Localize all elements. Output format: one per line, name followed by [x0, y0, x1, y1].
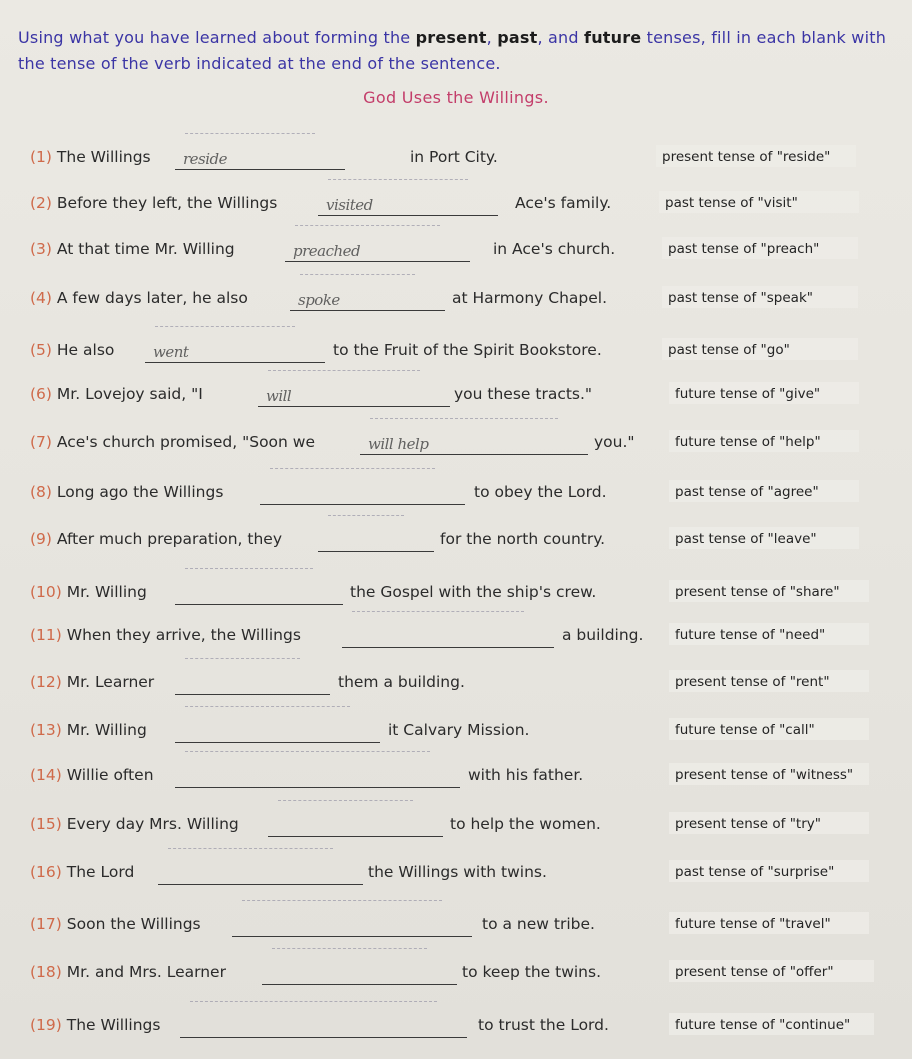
sentence-before-blank: Soon the Willings [66, 915, 201, 933]
tense-hint: past tense of "agree" [675, 484, 819, 500]
exercise-item [0, 430, 912, 460]
exercise-item [0, 145, 912, 175]
sentence-before-blank: A few days later, he also [56, 289, 248, 307]
answer-blank[interactable] [260, 480, 465, 505]
bleed-through-line [278, 800, 413, 801]
exercise-item [0, 382, 912, 412]
exercise-item [0, 860, 912, 890]
sentence-after-blank: with his father. [468, 766, 584, 784]
handwritten-answer: preached [293, 242, 361, 260]
answer-blank[interactable] [342, 623, 554, 648]
sentence-before-blank: Mr. Willing [66, 721, 147, 739]
sentence-before-blank: After much preparation, they [56, 530, 283, 548]
answer-blank[interactable] [158, 860, 363, 885]
answer-blank[interactable] [290, 286, 445, 311]
handwritten-answer: visited [326, 196, 373, 214]
exercise-item [0, 480, 912, 510]
bleed-through-line [185, 658, 300, 659]
sentence-before-blank: Mr. Learner [66, 673, 155, 691]
bleed-through-line [295, 225, 440, 226]
sentence-after-blank: the Willings with twins. [368, 863, 547, 881]
sentence-before-blank: The Lord [66, 863, 135, 881]
sentence-start [30, 718, 147, 742]
exercise-item [0, 670, 912, 700]
tense-hint: present tense of "rent" [675, 674, 830, 690]
sentence-after-blank: to obey the Lord. [474, 483, 607, 501]
answer-blank[interactable] [232, 912, 472, 937]
answer-blank[interactable] [285, 237, 470, 262]
item-number: (18) [30, 963, 62, 981]
bleed-through-line [300, 274, 415, 275]
bleed-through-line [155, 326, 295, 327]
sentence-after-blank: you these tracts." [454, 385, 593, 403]
answer-blank[interactable] [145, 338, 325, 363]
sentence-after-blank: in Ace's church. [493, 240, 616, 258]
item-number: (6) [30, 385, 52, 403]
tense-hint: future tense of "continue" [675, 1017, 851, 1033]
sentence-after-blank: it Calvary Mission. [388, 721, 530, 739]
item-number: (1) [30, 148, 52, 166]
sentence-before-blank: Willie often [66, 766, 154, 784]
exercise-item [0, 191, 912, 221]
item-number: (14) [30, 766, 62, 784]
sentence-start [30, 145, 151, 169]
instructions-text-1: Using what you have learned about forming the [18, 28, 416, 47]
sentence-after-blank: Ace's family. [515, 194, 612, 212]
sentence-start [30, 430, 315, 454]
tense-hint: past tense of "leave" [675, 531, 817, 547]
sentence-before-blank: Every day Mrs. Willing [66, 815, 239, 833]
bleed-through-line [328, 179, 468, 180]
bleed-through-line [270, 468, 435, 469]
bleed-through-line [272, 948, 427, 949]
item-number: (5) [30, 341, 52, 359]
sentence-after-blank: a building. [562, 626, 644, 644]
answer-blank[interactable] [175, 718, 380, 743]
bleed-through-line [168, 848, 333, 849]
answer-blank[interactable] [318, 527, 434, 552]
exercise-item [0, 580, 912, 610]
tense-hint: future tense of "travel" [675, 916, 831, 932]
story-title: God Uses the Willings. [363, 88, 549, 107]
item-number: (9) [30, 530, 52, 548]
item-number: (15) [30, 815, 62, 833]
instructions-present: present [415, 28, 487, 47]
handwritten-answer: went [153, 343, 189, 361]
answer-blank[interactable] [175, 580, 343, 605]
exercise-item [0, 912, 912, 942]
sentence-after-blank: them a building. [338, 673, 465, 691]
instructions-sep-2: , and [537, 28, 585, 47]
sentence-start [30, 1013, 160, 1037]
handwritten-answer: reside [183, 150, 228, 168]
exercise-item [0, 286, 912, 316]
answer-blank[interactable] [268, 812, 443, 837]
answer-blank[interactable] [318, 191, 498, 216]
sentence-start [30, 912, 201, 936]
exercise-item [0, 623, 912, 653]
sentence-before-blank: Before they left, the Willings [56, 194, 278, 212]
answer-blank[interactable] [360, 430, 588, 455]
sentence-after-blank: to the Fruit of the Spirit Bookstore. [333, 341, 602, 359]
sentence-before-blank: He also [56, 341, 115, 359]
bleed-through-line [328, 515, 404, 516]
tense-hint: present tense of "reside" [662, 149, 831, 165]
instructions-past: past [497, 28, 538, 47]
sentence-after-blank: to keep the twins. [462, 963, 602, 981]
sentence-after-blank: the Gospel with the ship's crew. [350, 583, 597, 601]
exercise-item [0, 1013, 912, 1043]
sentence-start [30, 580, 147, 604]
exercise-item [0, 338, 912, 368]
answer-blank[interactable] [175, 145, 345, 170]
item-number: (7) [30, 433, 52, 451]
sentence-before-blank: Mr. Lovejoy said, "I [56, 385, 203, 403]
bleed-through-line [242, 900, 442, 901]
instructions-text-2: tenses, fill in each blank with the tense of the verb indicated at the end of the sentence. [18, 28, 887, 73]
sentence-before-blank: Ace's church promised, "Soon we [56, 433, 315, 451]
bleed-through-line [190, 1001, 437, 1002]
bleed-through-line [370, 418, 558, 419]
item-number: (16) [30, 863, 62, 881]
sentence-start [30, 812, 239, 836]
sentence-start [30, 191, 277, 215]
sentence-before-blank: Long ago the Willings [56, 483, 224, 501]
item-number: (8) [30, 483, 52, 501]
sentence-before-blank: The Willings [66, 1016, 161, 1034]
sentence-after-blank: to a new tribe. [482, 915, 595, 933]
tense-hint: past tense of "speak" [668, 290, 813, 306]
answer-blank[interactable] [175, 670, 330, 695]
sentence-before-blank: Mr. and Mrs. Learner [66, 963, 226, 981]
tense-hint: present tense of "share" [675, 584, 840, 600]
item-number: (17) [30, 915, 62, 933]
exercise-item [0, 960, 912, 990]
sentence-before-blank: At that time Mr. Willing [56, 240, 235, 258]
sentence-start [30, 527, 282, 551]
handwritten-answer: will help [368, 435, 429, 453]
sentence-start [30, 763, 154, 787]
sentence-after-blank: at Harmony Chapel. [452, 289, 608, 307]
tense-hint: future tense of "call" [675, 722, 815, 738]
bleed-through-line [268, 370, 420, 371]
sentence-start [30, 670, 154, 694]
item-number: (19) [30, 1016, 62, 1034]
sentence-after-blank: in Port City. [410, 148, 498, 166]
sentence-before-blank: When they arrive, the Willings [66, 626, 301, 644]
bleed-through-line [185, 751, 430, 752]
item-number: (2) [30, 194, 52, 212]
exercise-item [0, 763, 912, 793]
sentence-start [30, 382, 203, 406]
tense-hint: future tense of "help" [675, 434, 821, 450]
sentence-start [30, 623, 301, 647]
bleed-through-line [185, 133, 315, 134]
handwritten-answer: spoke [298, 291, 340, 309]
tense-hint: present tense of "try" [675, 816, 821, 832]
instructions [18, 25, 898, 77]
answer-blank[interactable] [175, 763, 460, 788]
answer-blank[interactable] [258, 382, 450, 407]
sentence-start [30, 960, 226, 984]
sentence-before-blank: Mr. Willing [66, 583, 147, 601]
instructions-sep-1: , [486, 28, 498, 47]
sentence-start [30, 338, 114, 362]
sentence-start [30, 286, 248, 310]
instructions-future: future [584, 28, 642, 47]
sentence-after-blank: you." [594, 433, 635, 451]
bleed-through-line [185, 568, 313, 569]
sentence-after-blank: for the north country. [440, 530, 606, 548]
answer-blank[interactable] [180, 1013, 467, 1038]
sentence-start [30, 237, 235, 261]
exercise-item [0, 718, 912, 748]
tense-hint: past tense of "go" [668, 342, 790, 358]
tense-hint: present tense of "offer" [675, 964, 834, 980]
tense-hint: past tense of "surprise" [675, 864, 835, 880]
bleed-through-line [352, 611, 524, 612]
tense-hint: past tense of "visit" [665, 195, 798, 211]
exercise-item [0, 812, 912, 842]
answer-blank[interactable] [262, 960, 457, 985]
item-number: (13) [30, 721, 62, 739]
sentence-before-blank: The Willings [56, 148, 151, 166]
sentence-start [30, 480, 223, 504]
item-number: (12) [30, 673, 62, 691]
item-number: (11) [30, 626, 62, 644]
item-number: (10) [30, 583, 62, 601]
bleed-through-line [185, 706, 350, 707]
item-number: (4) [30, 289, 52, 307]
tense-hint: present tense of "witness" [675, 767, 854, 783]
item-number: (3) [30, 240, 52, 258]
tense-hint: future tense of "give" [675, 386, 821, 402]
tense-hint: past tense of "preach" [668, 241, 820, 257]
sentence-start [30, 860, 134, 884]
exercise-item [0, 237, 912, 267]
sentence-after-blank: to help the women. [450, 815, 601, 833]
exercise-item [0, 527, 912, 557]
handwritten-answer: will [266, 387, 292, 405]
sentence-after-blank: to trust the Lord. [478, 1016, 609, 1034]
tense-hint: future tense of "need" [675, 627, 826, 643]
